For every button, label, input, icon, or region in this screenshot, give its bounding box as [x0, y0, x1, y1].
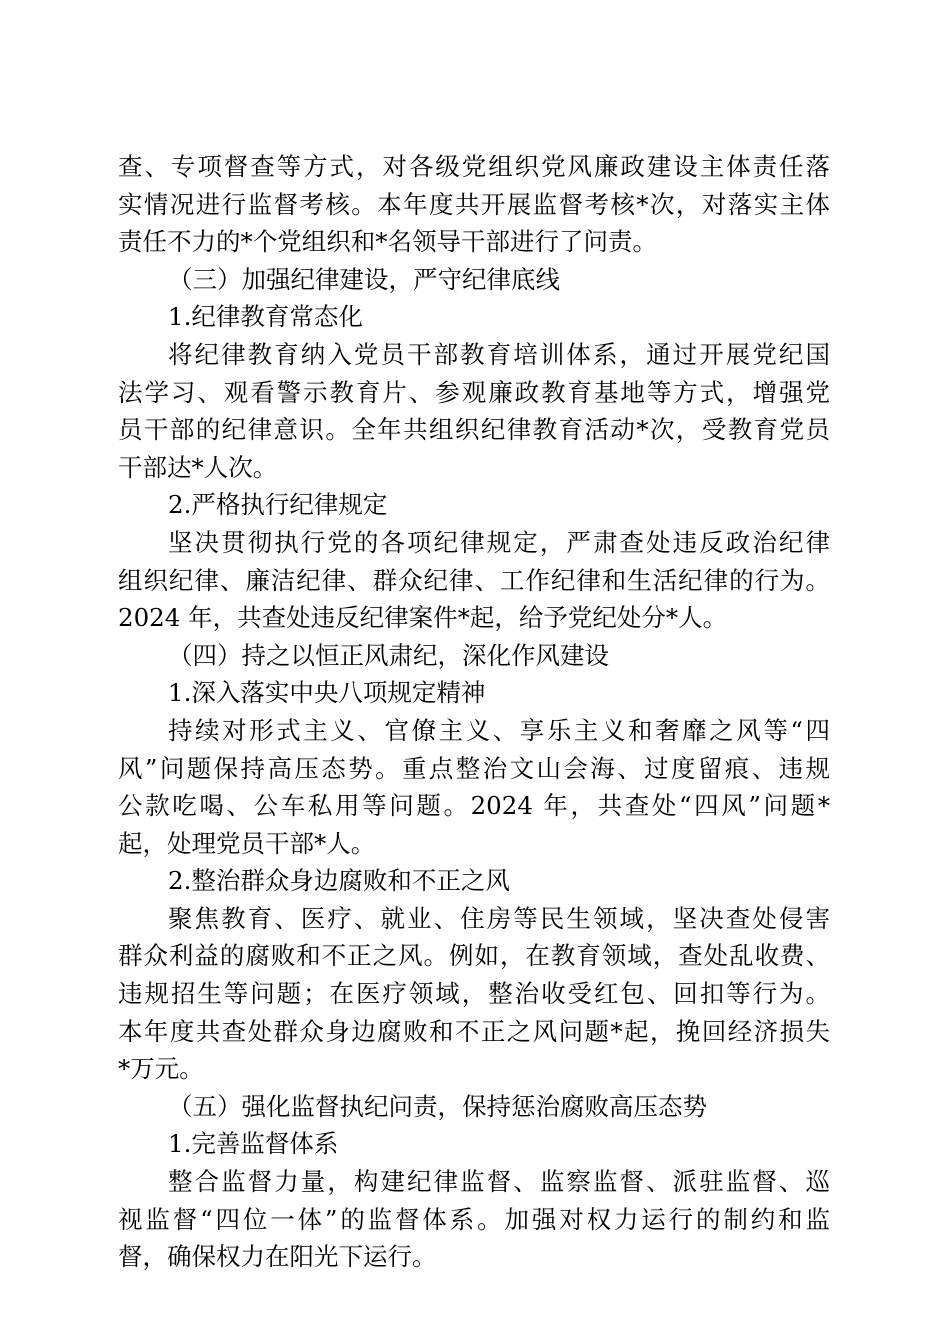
- subheading-discipline-education: 1.纪律教育常态化: [168, 302, 363, 332]
- section-heading-3: （三）加强纪律建设，严守纪律底线: [168, 264, 560, 294]
- text-line: 责任不力的*个党组织和*名领导干部进行了问责。: [118, 227, 657, 257]
- subheading-grassroots-corruption: 2.整治群众身边腐败和不正之风: [168, 866, 510, 896]
- paragraph-eight-rules: [118, 712, 830, 862]
- text-line: 视监督“四位一体”的监督体系。加强对权力运行的制约和监: [118, 1204, 830, 1234]
- paragraph-discipline-education: [118, 336, 830, 486]
- document-body: [118, 148, 830, 1276]
- text-line: 督，确保权力在阳光下运行。: [118, 1242, 437, 1272]
- text-line: 风”问题保持高压态势。重点整治文山会海、过度留痕、违规: [118, 753, 830, 783]
- text-line: *万元。: [118, 1054, 204, 1084]
- text-line: 坚决贯彻执行党的各项纪律规定，严肃查处违反政治纪律: [168, 527, 830, 557]
- text-line: 查、专项督查等方式，对各级党组织党风廉政建设主体责任落: [118, 152, 830, 181]
- text-line: 公款吃喝、公车私用等问题。2024 年，共查处“四风”问题*: [118, 791, 830, 821]
- text-line: 实情况进行监督考核。本年度共开展监督考核*次，对落实主体: [118, 189, 830, 219]
- text-line: 聚焦教育、医疗、就业、住房等民生领域，坚决查处侵害: [168, 903, 830, 933]
- paragraph-accountability: [118, 148, 830, 261]
- paragraph-supervision-system: [118, 1163, 830, 1276]
- text-line: 本年度共查处群众身边腐败和不正之风问题*起，挽回经济损失: [118, 1016, 830, 1046]
- subheading-strict-discipline: 2.严格执行纪律规定: [168, 490, 388, 520]
- text-line: 2024 年，共查处违反纪律案件*起，给予党纪处分*人。: [118, 603, 728, 633]
- subheading-supervision-system: 1.完善监督体系: [168, 1129, 339, 1159]
- text-line: 组织纪律、廉洁纪律、群众纪律、工作纪律和生活纪律的行为。: [118, 565, 830, 595]
- text-line: 将纪律教育纳入党员干部教育培训体系，通过开展党纪国: [168, 339, 830, 369]
- text-line: 干部达*人次。: [118, 452, 278, 482]
- text-line: 法学习、观看警示教育片、参观廉政教育基地等方式，增强党: [118, 377, 830, 407]
- paragraph-strict-discipline: [118, 524, 830, 637]
- section-heading-4: （四）持之以恒正风肃纪，深化作风建设: [168, 640, 609, 670]
- text-line: 起，处理党员干部*人。: [118, 828, 376, 858]
- subheading-eight-rules: 1.深入落实中央八项规定精神: [168, 678, 486, 708]
- text-line: 整合监督力量，构建纪律监督、监察监督、派驻监督、巡: [168, 1167, 830, 1197]
- paragraph-grassroots-corruption: [118, 900, 830, 1088]
- text-line: 持续对形式主义、官僚主义、享乐主义和奢靡之风等“四: [168, 715, 830, 745]
- text-line: 违规招生等问题；在医疗领域，整治收受红包、回扣等行为。: [118, 979, 830, 1009]
- section-heading-5: （五）强化监督执纪问责，保持惩治腐败高压态势: [168, 1091, 707, 1121]
- text-line: 群众利益的腐败和不正之风。例如，在教育领域，查处乱收费、: [118, 941, 830, 971]
- text-line: 员干部的纪律意识。全年共组织纪律教育活动*次，受教育党员: [118, 415, 830, 445]
